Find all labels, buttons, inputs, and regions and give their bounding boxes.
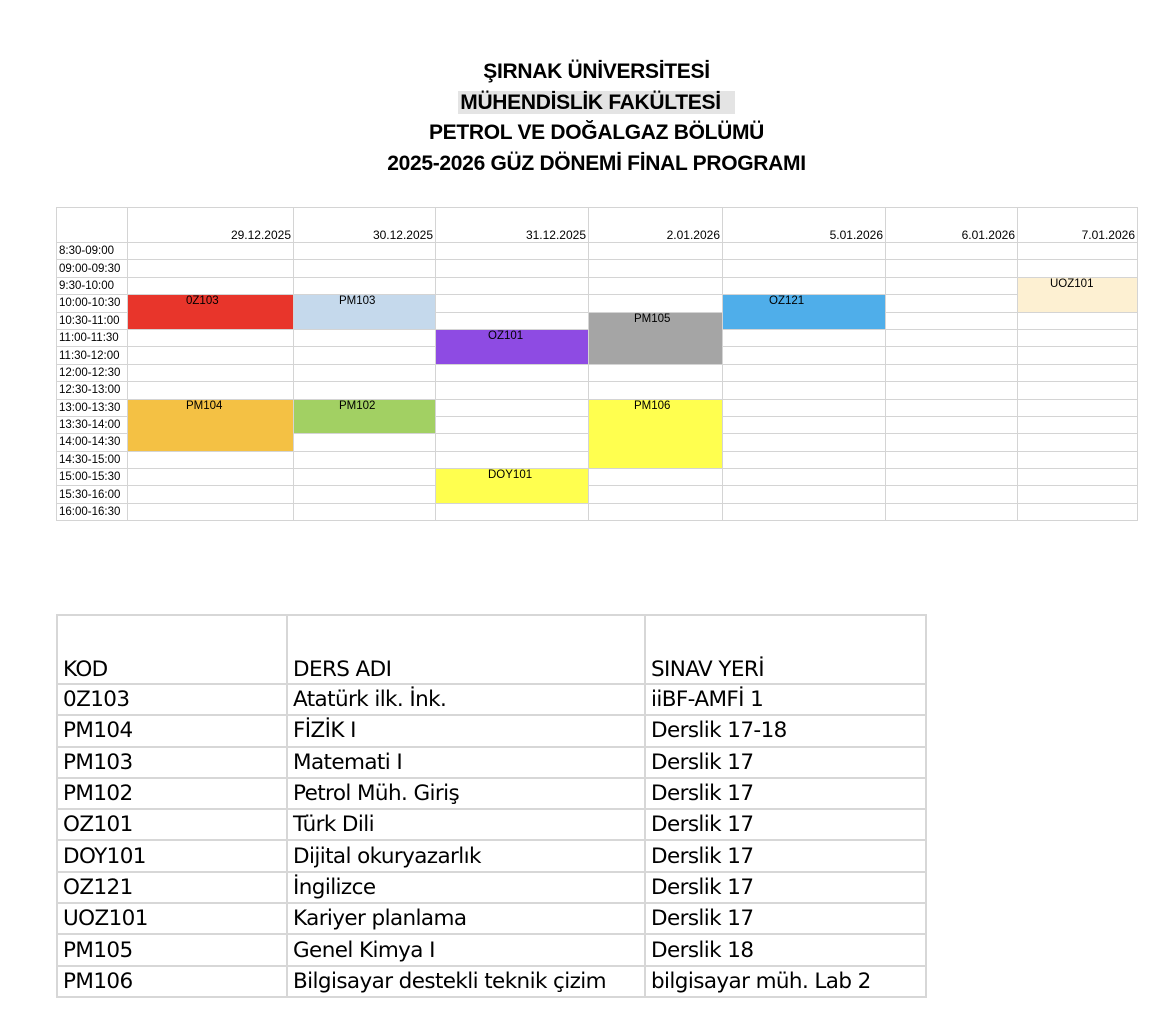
course-list-table xyxy=(56,614,927,998)
empty-slot-cell xyxy=(723,486,886,503)
time-slot-row xyxy=(57,295,1138,312)
course-code-cell: DOY101 xyxy=(57,840,287,871)
exam-code: OZ101 xyxy=(488,329,524,342)
time-slot-label: 13:30-14:00 xyxy=(57,416,128,433)
empty-slot-cell xyxy=(436,277,589,294)
empty-slot-cell xyxy=(723,469,886,486)
empty-slot-cell xyxy=(294,329,436,346)
exam-location-cell: Derslik 17 xyxy=(645,809,926,840)
empty-slot-cell xyxy=(294,277,436,294)
exam-location-cell: Derslik 17 xyxy=(645,747,926,778)
exam-code: 0Z103 xyxy=(186,295,219,308)
empty-slot-cell xyxy=(1018,260,1138,277)
empty-slot-cell xyxy=(436,416,589,433)
empty-slot-cell xyxy=(436,382,589,399)
course-code-cell: 0Z103 xyxy=(57,684,287,715)
exam-location-cell: iiBF-AMFİ 1 xyxy=(645,684,926,715)
empty-slot-cell xyxy=(294,451,436,468)
empty-slot-cell xyxy=(294,469,436,486)
exam-code: PM106 xyxy=(634,399,671,412)
exam-location-cell: Derslik 17 xyxy=(645,903,926,934)
empty-slot-cell xyxy=(589,364,723,381)
empty-slot-cell xyxy=(128,382,294,399)
table-row xyxy=(57,934,926,965)
empty-slot-cell xyxy=(294,382,436,399)
empty-slot-cell xyxy=(723,434,886,451)
empty-slot-cell xyxy=(1018,399,1138,416)
time-slot-label: 10:00-10:30 xyxy=(57,295,128,312)
course-code-cell: PM104 xyxy=(57,715,287,746)
course-code-cell: PM102 xyxy=(57,778,287,809)
exam-location-cell: Derslik 18 xyxy=(645,934,926,965)
empty-slot-cell xyxy=(294,260,436,277)
empty-slot-cell xyxy=(128,277,294,294)
empty-slot-cell xyxy=(436,295,589,312)
date-header-row xyxy=(57,208,1138,243)
empty-slot-cell xyxy=(723,399,886,416)
course-name-cell: Atatürk ilk. İnk. xyxy=(287,684,645,715)
exam-code: UOZ101 xyxy=(1050,277,1094,290)
empty-slot-cell xyxy=(886,347,1018,364)
time-slot-row xyxy=(57,469,1138,486)
exam-location-cell: Derslik 17-18 xyxy=(645,715,926,746)
empty-slot-cell xyxy=(723,329,886,346)
empty-slot-cell xyxy=(886,243,1018,260)
empty-slot-cell xyxy=(128,469,294,486)
exam-block xyxy=(294,399,436,434)
table-row xyxy=(57,809,926,840)
exam-block xyxy=(294,295,436,330)
empty-slot-cell xyxy=(128,364,294,381)
time-slot-row xyxy=(57,364,1138,381)
empty-slot-cell xyxy=(1018,469,1138,486)
empty-slot-cell xyxy=(589,243,723,260)
empty-slot-cell xyxy=(589,260,723,277)
exam-block xyxy=(436,329,589,364)
empty-slot-cell xyxy=(1018,312,1138,329)
empty-slot-cell xyxy=(1018,451,1138,468)
exam-block xyxy=(128,295,294,330)
course-name-cell: FİZİK I xyxy=(287,715,645,746)
course-name-cell: Dijital okuryazarlık xyxy=(287,840,645,871)
exam-code: PM102 xyxy=(339,399,376,412)
empty-slot-cell xyxy=(1018,329,1138,346)
empty-slot-cell xyxy=(886,295,1018,312)
university-name: ŞIRNAK ÜNİVERSİTESİ xyxy=(483,60,710,83)
exam-block xyxy=(128,399,294,451)
course-name-cell: Genel Kimya I xyxy=(287,934,645,965)
faculty-name xyxy=(0,88,1155,119)
empty-slot-cell xyxy=(886,434,1018,451)
time-slot-label: 11:00-11:30 xyxy=(57,329,128,346)
date-header-cell: 6.01.2026 xyxy=(886,208,1018,243)
empty-slot-cell xyxy=(886,399,1018,416)
empty-slot-cell xyxy=(589,469,723,486)
exam-block xyxy=(589,399,723,469)
empty-slot-cell xyxy=(436,312,589,329)
course-code-cell: PM103 xyxy=(57,747,287,778)
empty-slot-cell xyxy=(886,416,1018,433)
time-slot-label: 15:30-16:00 xyxy=(57,486,128,503)
time-slot-row xyxy=(57,260,1138,277)
course-header-row xyxy=(57,615,926,684)
exam-block xyxy=(436,469,589,504)
time-slot-label: 8:30-09:00 xyxy=(57,243,128,260)
empty-slot-cell xyxy=(589,277,723,294)
table-row xyxy=(57,684,926,715)
empty-slot-cell xyxy=(723,503,886,520)
exam-location-cell: Derslik 17 xyxy=(645,872,926,903)
column-header-code: KOD xyxy=(57,615,287,684)
empty-slot-cell xyxy=(589,503,723,520)
course-name-cell: İngilizce xyxy=(287,872,645,903)
date-header-cell: 2.01.2026 xyxy=(589,208,723,243)
corner-cell xyxy=(57,208,128,243)
empty-slot-cell xyxy=(886,260,1018,277)
exam-code: PM105 xyxy=(634,312,671,325)
empty-slot-cell xyxy=(294,243,436,260)
empty-slot-cell xyxy=(886,329,1018,346)
column-header-exam-location: SINAV YERİ xyxy=(645,615,926,684)
date-header-cell: 30.12.2025 xyxy=(294,208,436,243)
empty-slot-cell xyxy=(436,451,589,468)
date-header-cell: 7.01.2026 xyxy=(1018,208,1138,243)
exam-code: PM104 xyxy=(186,399,223,412)
empty-slot-cell xyxy=(886,503,1018,520)
empty-slot-cell xyxy=(128,329,294,346)
exam-code: PM103 xyxy=(339,295,376,308)
date-header-cell: 5.01.2026 xyxy=(723,208,886,243)
exam-block xyxy=(1018,277,1138,312)
course-code-cell: PM105 xyxy=(57,934,287,965)
time-slot-label: 15:00-15:30 xyxy=(57,469,128,486)
exam-block xyxy=(589,312,723,364)
time-slot-label: 9:30-10:00 xyxy=(57,277,128,294)
exam-schedule-grid xyxy=(56,207,1138,521)
course-code-cell: OZ101 xyxy=(57,809,287,840)
empty-slot-cell xyxy=(128,503,294,520)
empty-slot-cell xyxy=(436,399,589,416)
table-row xyxy=(57,872,926,903)
program-title: 2025-2026 GÜZ DÖNEMİ FİNAL PROGRAMI xyxy=(387,151,806,175)
date-header-cell: 31.12.2025 xyxy=(436,208,589,243)
empty-slot-cell xyxy=(128,451,294,468)
table-row xyxy=(57,840,926,871)
empty-slot-cell xyxy=(723,451,886,468)
time-slot-row xyxy=(57,399,1138,416)
date-header-cell: 29.12.2025 xyxy=(128,208,294,243)
time-slot-label: 11:30-12:00 xyxy=(57,347,128,364)
empty-slot-cell xyxy=(886,277,1018,294)
empty-slot-cell xyxy=(1018,434,1138,451)
empty-slot-cell xyxy=(723,364,886,381)
empty-slot-cell xyxy=(589,382,723,399)
empty-slot-cell xyxy=(886,312,1018,329)
empty-slot-cell xyxy=(294,434,436,451)
empty-slot-cell xyxy=(723,260,886,277)
time-slot-row xyxy=(57,486,1138,503)
empty-slot-cell xyxy=(294,347,436,364)
table-row xyxy=(57,966,926,997)
empty-slot-cell xyxy=(589,486,723,503)
empty-slot-cell xyxy=(589,295,723,312)
empty-slot-cell xyxy=(1018,347,1138,364)
empty-slot-cell xyxy=(723,277,886,294)
time-slot-label: 10:30-11:00 xyxy=(57,312,128,329)
time-slot-row xyxy=(57,503,1138,520)
course-name-cell: Türk Dili xyxy=(287,809,645,840)
empty-slot-cell xyxy=(1018,382,1138,399)
empty-slot-cell xyxy=(723,243,886,260)
faculty-name-text: MÜHENDİSLİK FAKÜLTESİ xyxy=(458,91,734,114)
empty-slot-cell xyxy=(294,364,436,381)
exam-location-cell: bilgisayar müh. Lab 2 xyxy=(645,966,926,997)
empty-slot-cell xyxy=(294,503,436,520)
empty-slot-cell xyxy=(886,364,1018,381)
department-name: PETROL VE DOĞALGAZ BÖLÜMÜ xyxy=(428,121,765,144)
empty-slot-cell xyxy=(436,434,589,451)
empty-slot-cell xyxy=(1018,243,1138,260)
time-slot-row xyxy=(57,382,1138,399)
time-slot-label: 12:00-12:30 xyxy=(57,364,128,381)
empty-slot-cell xyxy=(1018,503,1138,520)
exam-location-cell: Derslik 17 xyxy=(645,840,926,871)
table-row xyxy=(57,778,926,809)
empty-slot-cell xyxy=(1018,486,1138,503)
exam-block xyxy=(723,295,886,330)
time-slot-row xyxy=(57,243,1138,260)
course-code-cell: OZ121 xyxy=(57,872,287,903)
empty-slot-cell xyxy=(886,382,1018,399)
table-row xyxy=(57,747,926,778)
empty-slot-cell xyxy=(294,486,436,503)
empty-slot-cell xyxy=(723,347,886,364)
time-slot-label: 16:00-16:30 xyxy=(57,503,128,520)
time-slot-label: 14:00-14:30 xyxy=(57,434,128,451)
empty-slot-cell xyxy=(886,451,1018,468)
course-name-cell: Bilgisayar destekli teknik çizim xyxy=(287,966,645,997)
empty-slot-cell xyxy=(886,469,1018,486)
empty-slot-cell xyxy=(128,347,294,364)
exam-code: OZ121 xyxy=(769,295,805,308)
empty-slot-cell xyxy=(1018,364,1138,381)
empty-slot-cell xyxy=(436,503,589,520)
time-slot-label: 12:30-13:00 xyxy=(57,382,128,399)
empty-slot-cell xyxy=(436,260,589,277)
empty-slot-cell xyxy=(723,416,886,433)
course-code-cell: UOZ101 xyxy=(57,903,287,934)
exam-location-cell: Derslik 17 xyxy=(645,778,926,809)
column-header-course-name: DERS ADI xyxy=(287,615,645,684)
document-header xyxy=(0,57,1155,179)
course-name-cell: Matemati I xyxy=(287,747,645,778)
empty-slot-cell xyxy=(128,243,294,260)
time-slot-label: 09:00-09:30 xyxy=(57,260,128,277)
time-slot-row xyxy=(57,277,1138,294)
course-code-cell: PM106 xyxy=(57,966,287,997)
empty-slot-cell xyxy=(128,486,294,503)
empty-slot-cell xyxy=(1018,416,1138,433)
empty-slot-cell xyxy=(128,260,294,277)
table-row xyxy=(57,903,926,934)
empty-slot-cell xyxy=(436,364,589,381)
table-row xyxy=(57,715,926,746)
time-slot-label: 14:30-15:00 xyxy=(57,451,128,468)
course-name-cell: Kariyer planlama xyxy=(287,903,645,934)
empty-slot-cell xyxy=(723,382,886,399)
exam-code: DOY101 xyxy=(488,469,533,482)
empty-slot-cell xyxy=(886,486,1018,503)
empty-slot-cell xyxy=(436,243,589,260)
time-slot-label: 13:00-13:30 xyxy=(57,399,128,416)
course-name-cell: Petrol Müh. Giriş xyxy=(287,778,645,809)
